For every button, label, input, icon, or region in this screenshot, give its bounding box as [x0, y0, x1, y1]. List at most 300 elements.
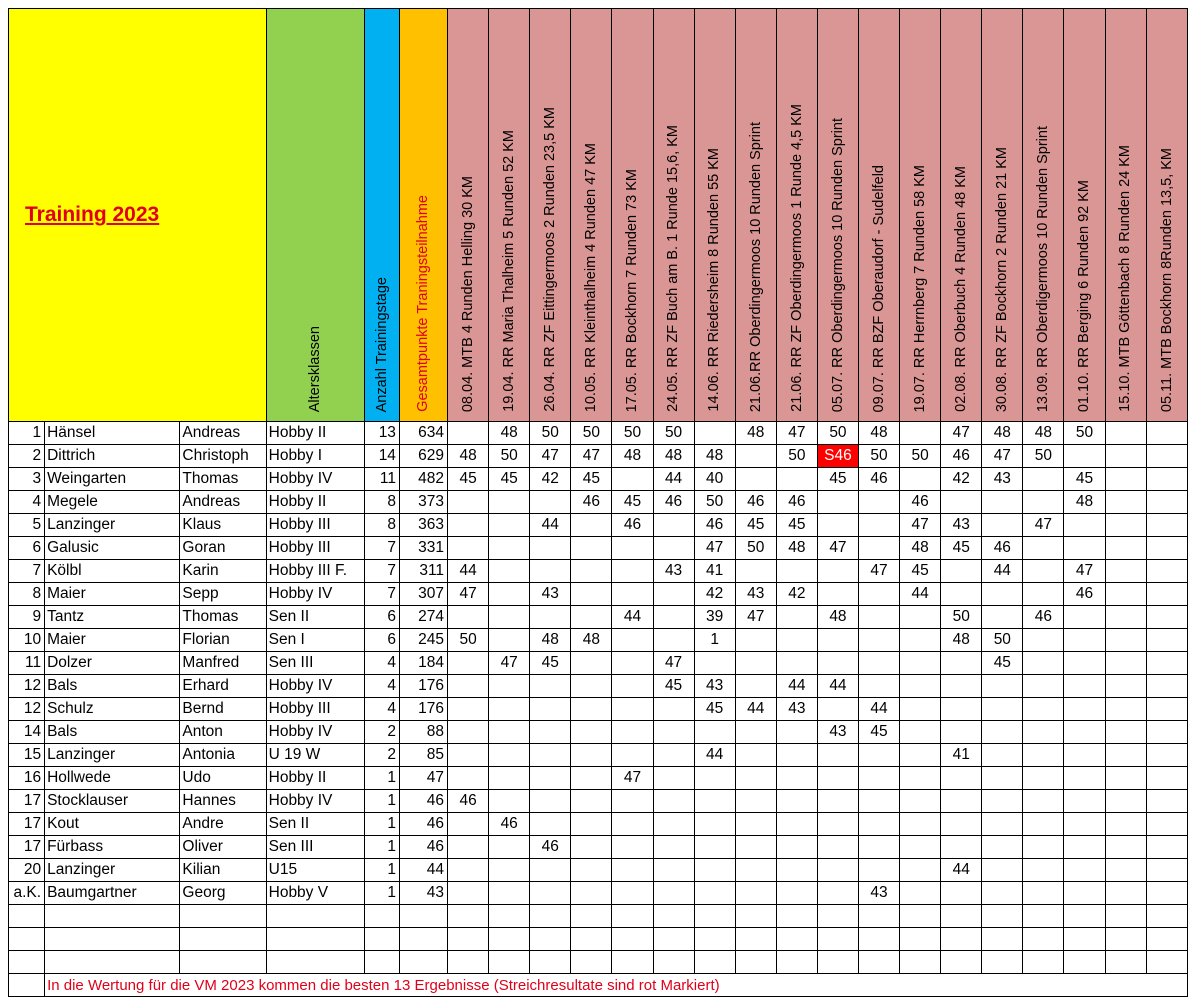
lastname-cell: Lanzinger — [45, 514, 180, 537]
score-cell: 46 — [1023, 606, 1064, 629]
score-cell — [694, 859, 735, 882]
klasse-cell: Hobby IV — [266, 675, 364, 698]
empty-cell — [45, 951, 180, 974]
firstname-cell: Florian — [180, 629, 266, 652]
title-cell — [9, 9, 267, 422]
score-cell — [653, 859, 694, 882]
firstname-cell: Hannes — [180, 790, 266, 813]
klasse-cell: Hobby II — [266, 767, 364, 790]
header-event-2: 19.04. RR Maria Thalheim 5 Runden 52 KM — [489, 9, 530, 422]
score-cell — [776, 468, 817, 491]
score-cell — [982, 583, 1023, 606]
score-cell — [1105, 721, 1146, 744]
score-cell: 47 — [858, 560, 899, 583]
score-cell — [1064, 629, 1105, 652]
score-cell — [735, 882, 776, 905]
rank-cell: 17 — [9, 836, 45, 859]
score-cell: 47 — [735, 606, 776, 629]
tage-cell: 7 — [364, 537, 399, 560]
table-row — [9, 882, 1188, 905]
score-cell: 44 — [982, 560, 1023, 583]
score-cell: 43 — [817, 721, 858, 744]
rank-cell: 7 — [9, 560, 45, 583]
score-cell — [900, 422, 941, 445]
score-cell: 48 — [900, 537, 941, 560]
score-cell: 45 — [694, 698, 735, 721]
score-cell — [1023, 859, 1064, 882]
score-cell — [776, 767, 817, 790]
score-cell: 46 — [982, 537, 1023, 560]
empty-cell — [530, 951, 571, 974]
score-cell — [900, 836, 941, 859]
score-cell — [941, 721, 982, 744]
score-cell — [900, 790, 941, 813]
table-row — [9, 675, 1188, 698]
score-cell — [448, 813, 489, 836]
empty-cell — [858, 951, 899, 974]
rank-cell: 6 — [9, 537, 45, 560]
table-row — [9, 721, 1188, 744]
score-cell — [776, 744, 817, 767]
score-cell — [571, 721, 612, 744]
table-row — [9, 422, 1188, 445]
score-cell — [1105, 790, 1146, 813]
score-cell: 45 — [900, 560, 941, 583]
score-cell: 45 — [817, 468, 858, 491]
score-cell — [900, 468, 941, 491]
score-cell: 44 — [858, 698, 899, 721]
klasse-cell: Hobby III — [266, 698, 364, 721]
score-cell — [858, 813, 899, 836]
score-cell — [858, 491, 899, 514]
lastname-cell: Fürbass — [45, 836, 180, 859]
score-cell: 47 — [982, 445, 1023, 468]
header-event-5: 17.05. RR Bockhorn 7 Runden 73 KM — [612, 9, 653, 422]
firstname-cell: Antonia — [180, 744, 266, 767]
score-cell — [817, 859, 858, 882]
score-cell — [982, 514, 1023, 537]
score-cell: 46 — [694, 514, 735, 537]
empty-cell — [45, 905, 180, 928]
score-cell — [1146, 721, 1187, 744]
empty-cell — [982, 951, 1023, 974]
empty-cell — [180, 928, 266, 951]
header-anzahl-trainingstage: Anzahl Trainingstage — [364, 9, 399, 422]
score-cell: 50 — [694, 491, 735, 514]
empty-cell — [1105, 951, 1146, 974]
score-cell — [653, 629, 694, 652]
lastname-cell: Tantz — [45, 606, 180, 629]
score-cell — [571, 583, 612, 606]
empty-cell — [1064, 951, 1105, 974]
score-cell — [571, 836, 612, 859]
table-row — [9, 698, 1188, 721]
score-cell — [941, 560, 982, 583]
score-cell: 50 — [448, 629, 489, 652]
tage-cell: 2 — [364, 721, 399, 744]
score-cell — [571, 882, 612, 905]
empty-cell — [9, 928, 45, 951]
empty-cell — [9, 951, 45, 974]
table-row — [9, 629, 1188, 652]
empty-cell — [858, 928, 899, 951]
lastname-cell: Kölbl — [45, 560, 180, 583]
score-cell — [735, 560, 776, 583]
score-cell — [448, 652, 489, 675]
rank-cell: a.K. — [9, 882, 45, 905]
score-cell — [900, 859, 941, 882]
score-cell — [1064, 721, 1105, 744]
score-cell — [1146, 537, 1187, 560]
score-cell — [735, 859, 776, 882]
score-cell — [817, 583, 858, 606]
lastname-cell: Weingarten — [45, 468, 180, 491]
score-cell — [776, 813, 817, 836]
score-cell — [1105, 767, 1146, 790]
score-cell — [941, 698, 982, 721]
score-cell: 43 — [694, 675, 735, 698]
score-cell: 47 — [817, 537, 858, 560]
score-cell — [1064, 813, 1105, 836]
table-row — [9, 744, 1188, 767]
score-cell — [448, 514, 489, 537]
klasse-cell: Hobby II — [266, 422, 364, 445]
score-cell: 48 — [941, 629, 982, 652]
score-cell: 50 — [1023, 445, 1064, 468]
gesamt-cell: 629 — [399, 445, 447, 468]
gesamt-cell: 307 — [399, 583, 447, 606]
header-event-16: 01.10. RR Berging 6 Runden 92 KM — [1064, 9, 1105, 422]
score-cell — [1064, 445, 1105, 468]
training-results-table — [8, 8, 1188, 997]
score-cell — [571, 537, 612, 560]
score-cell: 41 — [941, 744, 982, 767]
table-row — [9, 767, 1188, 790]
score-cell: 48 — [694, 445, 735, 468]
klasse-cell: Sen III — [266, 836, 364, 859]
score-cell: 50 — [776, 445, 817, 468]
score-cell — [1146, 882, 1187, 905]
header-event-7: 14.06. RR Riedersheim 8 Runden 55 KM — [694, 9, 735, 422]
score-cell — [1064, 652, 1105, 675]
score-cell — [530, 537, 571, 560]
tage-cell: 1 — [364, 882, 399, 905]
score-cell — [1146, 698, 1187, 721]
rank-cell: 17 — [9, 813, 45, 836]
score-cell — [530, 491, 571, 514]
klasse-cell: Hobby IV — [266, 468, 364, 491]
klasse-cell: Sen II — [266, 606, 364, 629]
score-cell — [858, 629, 899, 652]
score-cell: 46 — [941, 445, 982, 468]
score-cell — [1064, 514, 1105, 537]
header-event-8: 21.06.RR Oberdingermoos 10 Runden Sprint — [735, 9, 776, 422]
score-cell — [735, 836, 776, 859]
score-cell — [900, 882, 941, 905]
score-cell — [489, 836, 530, 859]
score-cell — [612, 583, 653, 606]
score-cell — [448, 882, 489, 905]
tage-cell: 4 — [364, 698, 399, 721]
score-cell — [489, 514, 530, 537]
score-cell — [735, 445, 776, 468]
score-cell — [1105, 698, 1146, 721]
score-cell — [530, 859, 571, 882]
empty-cell — [612, 951, 653, 974]
score-cell — [982, 721, 1023, 744]
tage-cell: 7 — [364, 560, 399, 583]
score-cell: 48 — [530, 629, 571, 652]
rank-cell: 10 — [9, 629, 45, 652]
empty-cell — [694, 951, 735, 974]
score-cell: 45 — [941, 537, 982, 560]
score-cell — [858, 675, 899, 698]
empty-cell — [180, 951, 266, 974]
header-event-12: 19.07. RR Herrnberg 7 Runden 58 KM — [900, 9, 941, 422]
score-cell — [982, 790, 1023, 813]
firstname-cell: Klaus — [180, 514, 266, 537]
score-cell: 46 — [735, 491, 776, 514]
score-cell: 47 — [530, 445, 571, 468]
score-cell — [900, 698, 941, 721]
rank-cell: 16 — [9, 767, 45, 790]
lastname-cell: Dolzer — [45, 652, 180, 675]
header-event-10: 05.07. RR Oberdingermoos 10 Runden Sprint — [817, 9, 858, 422]
firstname-cell: Karin — [180, 560, 266, 583]
firstname-cell: Manfred — [180, 652, 266, 675]
lastname-cell: Schulz — [45, 698, 180, 721]
score-cell — [1023, 698, 1064, 721]
empty-cell — [776, 951, 817, 974]
empty-cell — [489, 951, 530, 974]
score-cell — [1146, 836, 1187, 859]
firstname-cell: Thomas — [180, 468, 266, 491]
score-cell — [1146, 560, 1187, 583]
score-cell: 45 — [448, 468, 489, 491]
table-row — [9, 652, 1188, 675]
empty-cell — [1105, 928, 1146, 951]
score-cell — [858, 859, 899, 882]
score-cell: 45 — [612, 491, 653, 514]
empty-cell — [735, 928, 776, 951]
empty-cell — [448, 928, 489, 951]
score-cell — [941, 491, 982, 514]
score-cell — [448, 744, 489, 767]
empty-cell — [900, 928, 941, 951]
score-cell: 48 — [489, 422, 530, 445]
firstname-cell: Oliver — [180, 836, 266, 859]
score-cell — [489, 629, 530, 652]
score-cell: 46 — [612, 514, 653, 537]
score-cell — [1023, 652, 1064, 675]
score-cell — [448, 721, 489, 744]
score-cell: 45 — [776, 514, 817, 537]
score-cell: 42 — [694, 583, 735, 606]
lastname-cell: Maier — [45, 583, 180, 606]
score-cell: 48 — [612, 445, 653, 468]
score-cell — [858, 514, 899, 537]
score-cell: 47 — [900, 514, 941, 537]
score-cell — [530, 813, 571, 836]
score-cell — [489, 583, 530, 606]
score-cell: 46 — [858, 468, 899, 491]
score-cell: 47 — [1023, 514, 1064, 537]
score-cell — [1023, 491, 1064, 514]
score-cell — [817, 790, 858, 813]
table-row — [9, 514, 1188, 537]
score-cell — [735, 767, 776, 790]
empty-cell — [817, 905, 858, 928]
firstname-cell: Andreas — [180, 422, 266, 445]
score-cell: 45 — [653, 675, 694, 698]
score-cell: 45 — [489, 468, 530, 491]
gesamt-cell: 176 — [399, 675, 447, 698]
gesamt-cell: 245 — [399, 629, 447, 652]
score-cell — [612, 721, 653, 744]
header-event-11: 09.07. RR BZF Oberaudorf - Sudelfeld — [858, 9, 899, 422]
score-cell — [1105, 859, 1146, 882]
note-row — [9, 974, 1188, 997]
score-cell — [612, 629, 653, 652]
lastname-cell: Baumgartner — [45, 882, 180, 905]
score-cell — [1064, 675, 1105, 698]
score-cell — [1105, 652, 1146, 675]
score-cell — [1064, 790, 1105, 813]
empty-cell — [399, 928, 447, 951]
score-cell — [1064, 606, 1105, 629]
score-cell — [448, 836, 489, 859]
klasse-cell: Hobby IV — [266, 790, 364, 813]
score-cell — [694, 813, 735, 836]
score-cell — [571, 652, 612, 675]
score-cell — [530, 675, 571, 698]
header-event-3: 26.04. RR ZF Eittingermoos 2 Runden 23,5 KM — [530, 9, 571, 422]
score-cell — [900, 606, 941, 629]
score-cell — [982, 813, 1023, 836]
lastname-cell: Megele — [45, 491, 180, 514]
table-row — [9, 583, 1188, 606]
score-cell — [1105, 468, 1146, 491]
score-cell — [653, 583, 694, 606]
score-cell — [1146, 744, 1187, 767]
score-cell — [817, 836, 858, 859]
score-cell: 46 — [653, 491, 694, 514]
score-cell: 45 — [571, 468, 612, 491]
gesamt-cell: 46 — [399, 836, 447, 859]
score-cell — [653, 744, 694, 767]
score-cell — [817, 744, 858, 767]
score-cell — [489, 560, 530, 583]
header-event-17: 15.10. MTB Göttenbach 8 Runden 24 KM — [1105, 9, 1146, 422]
score-cell: 50 — [817, 422, 858, 445]
rank-cell: 8 — [9, 583, 45, 606]
score-cell — [1064, 767, 1105, 790]
score-cell — [489, 721, 530, 744]
tage-cell: 13 — [364, 422, 399, 445]
score-cell — [530, 882, 571, 905]
score-cell — [612, 698, 653, 721]
score-cell — [489, 882, 530, 905]
firstname-cell: Andreas — [180, 491, 266, 514]
tage-cell: 4 — [364, 675, 399, 698]
tage-cell: 6 — [364, 629, 399, 652]
score-cell — [1105, 445, 1146, 468]
empty-cell — [489, 905, 530, 928]
score-cell — [941, 767, 982, 790]
score-cell — [858, 836, 899, 859]
score-cell — [1146, 445, 1187, 468]
score-cell — [612, 882, 653, 905]
rank-cell: 11 — [9, 652, 45, 675]
score-cell: 50 — [858, 445, 899, 468]
score-cell: 1 — [694, 629, 735, 652]
score-cell — [1105, 537, 1146, 560]
score-cell: 43 — [530, 583, 571, 606]
score-cell: 48 — [571, 629, 612, 652]
gesamt-cell: 274 — [399, 606, 447, 629]
score-cell — [1146, 514, 1187, 537]
score-cell — [571, 560, 612, 583]
rank-cell: 3 — [9, 468, 45, 491]
score-cell: 50 — [941, 606, 982, 629]
score-cell — [817, 767, 858, 790]
score-cell — [1105, 422, 1146, 445]
gesamt-cell: 88 — [399, 721, 447, 744]
score-cell — [694, 652, 735, 675]
lastname-cell: Galusic — [45, 537, 180, 560]
gesamt-cell: 46 — [399, 813, 447, 836]
score-cell — [817, 514, 858, 537]
score-cell — [612, 790, 653, 813]
firstname-cell: Anton — [180, 721, 266, 744]
empty-cell — [448, 951, 489, 974]
score-cell — [448, 859, 489, 882]
empty-cell — [448, 905, 489, 928]
gesamt-cell: 482 — [399, 468, 447, 491]
empty-cell — [530, 928, 571, 951]
score-cell — [1023, 468, 1064, 491]
score-cell — [817, 652, 858, 675]
score-cell: 50 — [653, 422, 694, 445]
score-cell — [941, 652, 982, 675]
empty-cell — [612, 905, 653, 928]
firstname-cell: Udo — [180, 767, 266, 790]
score-cell — [982, 836, 1023, 859]
score-cell: 46 — [776, 491, 817, 514]
score-cell — [489, 790, 530, 813]
score-cell — [1146, 629, 1187, 652]
score-cell — [735, 652, 776, 675]
score-cell — [1105, 491, 1146, 514]
score-cell — [858, 744, 899, 767]
score-cell — [1105, 882, 1146, 905]
firstname-cell: Christoph — [180, 445, 266, 468]
score-cell — [489, 767, 530, 790]
score-cell — [1105, 629, 1146, 652]
empty-cell — [1023, 928, 1064, 951]
score-cell — [858, 537, 899, 560]
lastname-cell: Bals — [45, 721, 180, 744]
score-cell — [1105, 813, 1146, 836]
lastname-cell: Hollwede — [45, 767, 180, 790]
empty-cell — [1146, 905, 1187, 928]
empty-cell — [817, 951, 858, 974]
empty-cell — [489, 928, 530, 951]
score-cell — [653, 813, 694, 836]
score-cell: 47 — [571, 445, 612, 468]
empty-cell — [900, 905, 941, 928]
gesamt-cell: 331 — [399, 537, 447, 560]
